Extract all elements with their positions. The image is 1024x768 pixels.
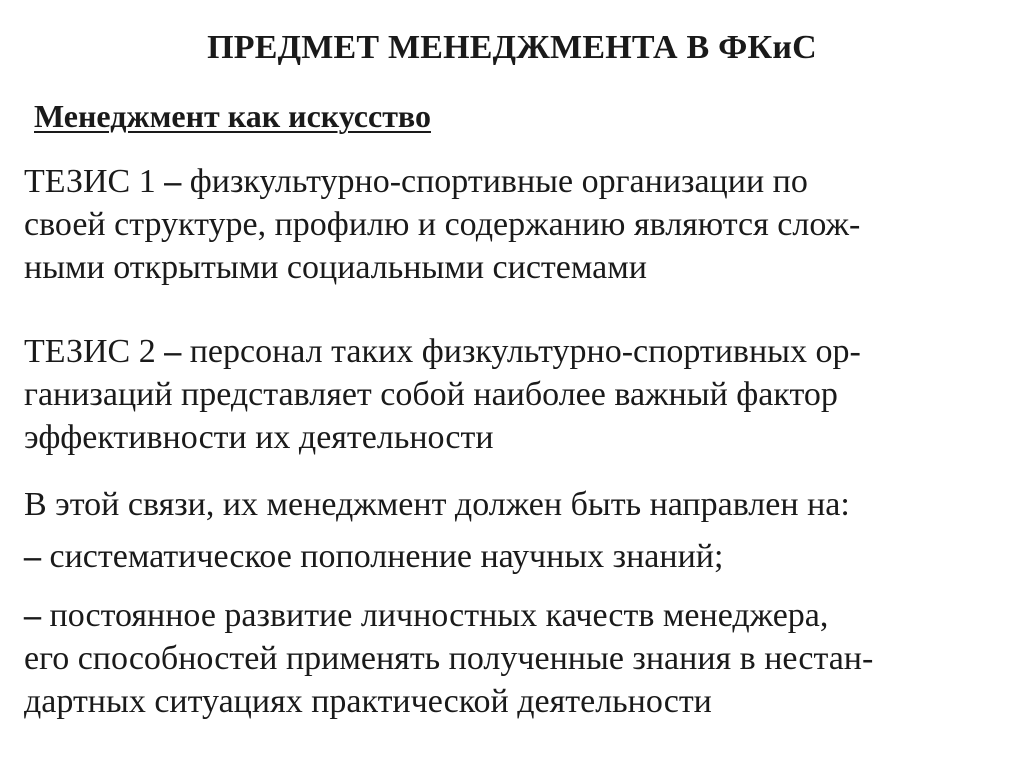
bullet-2-line-1 [24,594,1014,637]
thesis-1-line-1 [24,160,1014,203]
thesis-2-lead: ТЕЗИС 2 [24,333,156,370]
thesis-2 [24,330,1014,459]
thesis-2-dash: – [164,333,182,370]
bullet-2-dash: – [24,597,41,634]
thesis-2-line-3: эффективности их деятельности [24,419,494,456]
thesis-1-text-1: физкультурно-спортивные организации по [189,163,808,200]
thesis-2-line-1 [24,330,1014,373]
bullet-2-text-1: постоянное развитие личностных качеств менеджера, [49,597,829,634]
intro-text: В этой связи, их менеджмент должен быть направлен на: [24,486,850,523]
slide-subtitle: Менеджмент как искусство [34,98,431,134]
thesis-2-line-2: ганизаций представляет собой наиболее важный фактор [24,376,838,413]
thesis-1-lead: ТЕЗИС 1 [24,163,156,200]
thesis-1 [24,160,1014,289]
bullet-1-dash: – [24,538,41,575]
bullet-2 [24,594,1014,723]
bullet-1 [24,535,1014,578]
slide-title: ПРЕДМЕТ МЕНЕДЖМЕНТА В ФКиС [207,29,817,66]
bullet-1-line [24,535,1014,578]
bullet-1-text: систематическое пополнение научных знаний; [49,538,724,575]
thesis-1-dash: – [164,163,182,200]
thesis-2-text-1: персонал таких физкультурно-спортивных ор- [189,333,861,370]
thesis-1-line-2: своей структуре, профилю и содержанию являются слож- [24,206,861,243]
bullet-2-line-2: его способностей применять полученные знания в нестан- [24,640,874,677]
bullet-2-line-3: дартных ситуациях практической деятельности [24,683,712,720]
thesis-1-line-3: ными открытыми социальными системами [24,249,647,286]
intro-paragraph [24,483,1014,526]
